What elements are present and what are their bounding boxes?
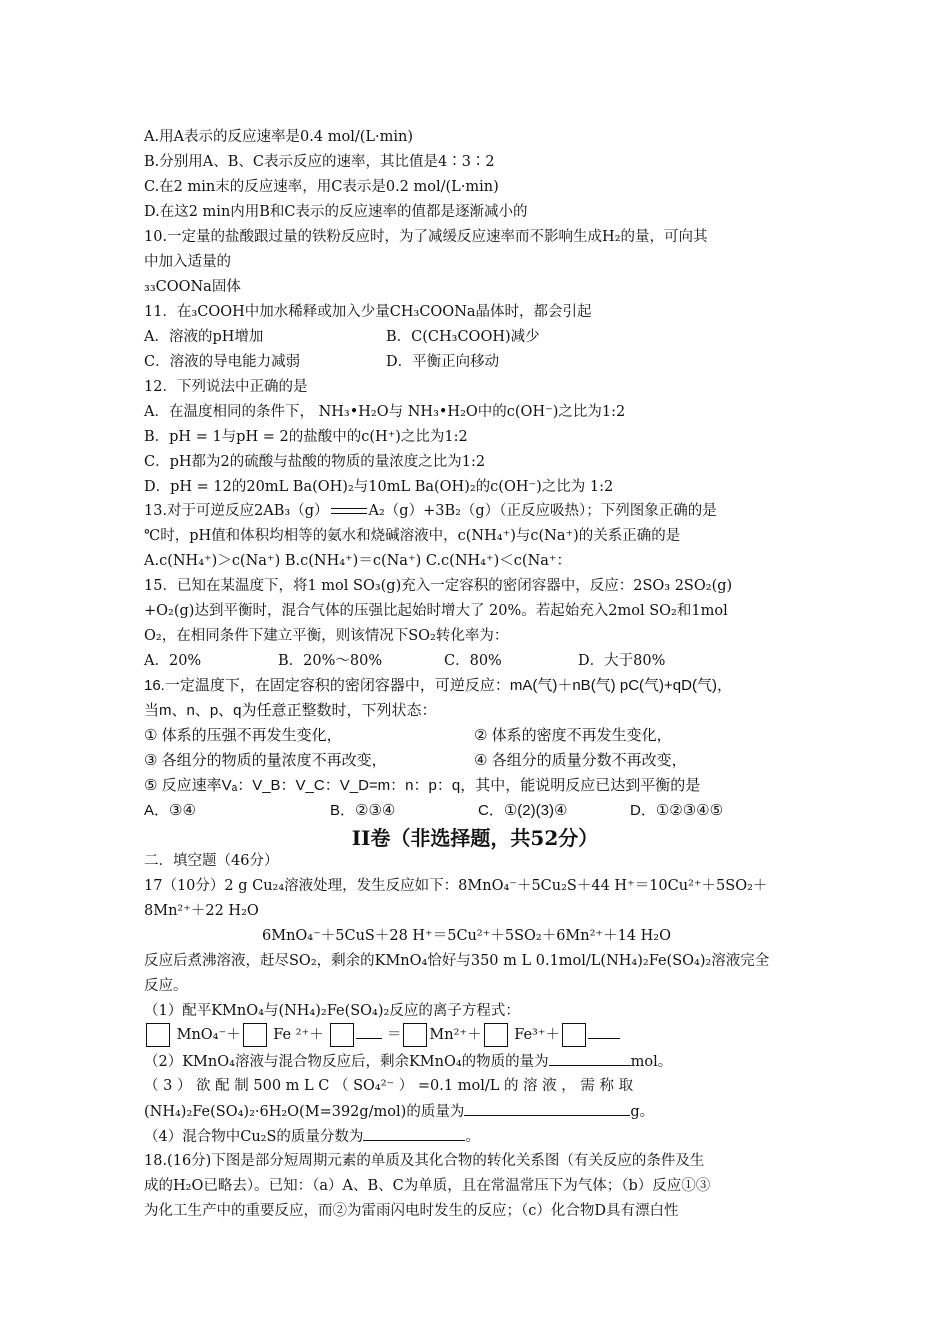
question-16-cont: 当m、n、p、q为任意正整数时，下列状态： [144, 702, 437, 719]
eq-fe3: Fe³⁺＋ [514, 1027, 561, 1043]
q17-part-1: （1）配平KMnO₄与(NH₄)₂Fe(SO₄)₂反应的离子方程式： [144, 1003, 520, 1019]
q17-part-4 [144, 1126, 480, 1147]
equilibrium-arrow-icon [329, 504, 369, 518]
q16-state-2: ② 体系的密度不再发生变化， [474, 727, 672, 744]
question-18: 18.(16分)下图是部分短周期元素的单质及其化合物的转化关系图（有关反应的条件及生 [144, 1153, 705, 1169]
answer-blank [464, 1101, 630, 1116]
q16-state-4: ④ 各组分的质量分数不再改变， [474, 752, 687, 769]
eq-fe2: Fe ²⁺＋ [273, 1027, 324, 1043]
question-10-cont: 中加入适量的 [144, 254, 231, 270]
answer-blank [549, 1051, 631, 1066]
q16-option-a: A．③④ [144, 802, 196, 819]
option-d-rate: D.在这2 min内用B和C表示的反应速率的值都是逐渐减小的 [144, 204, 528, 220]
q14-options: A.c(NH₄⁺)＞c(Na⁺) B.c(NH₄⁺)＝c(Na⁺) C.c(NH₄⁺)＜c(Na⁺： [144, 553, 572, 569]
option-c-rate: C.在2 min末的反应速率，用C表示是0.2 mol/(L·min) [144, 179, 499, 195]
q11-option-b: B．C(CH₃COOH)减少 [386, 329, 540, 345]
q15-option-d: D．大于80% [578, 653, 666, 669]
coefficient-box [146, 1023, 170, 1047]
q17-part-2 [144, 1051, 672, 1072]
question-13 [144, 501, 717, 521]
q15-option-a: A．20% [144, 653, 202, 669]
q17-part-2-unit: mol。 [630, 1054, 673, 1070]
eq-mn2: Mn²⁺＋ [429, 1027, 482, 1043]
q13-rhs: A₂（g）+3B₂（g）（正反应吸热）；下列图象正确的是 [368, 503, 717, 519]
option-a-rate: A.用A表示的反应速率是0.4 mol/(L·min) [144, 129, 413, 145]
question-16: 16.一定温度下，在固定容积的密闭容器中，可逆反应：mA(气)＋nB(气) pC(气)+qD(气)， [144, 677, 732, 694]
q16-option-b: B．②③④ [330, 802, 396, 819]
question-18-cont: 成的H₂O已略去）。已知：（a）A、B、C为单质，且在常温常压下为气体；（b）反应①③ [144, 1178, 711, 1194]
q15-option-c: C．80% [444, 653, 502, 669]
answer-blank [363, 1126, 465, 1141]
question-12: 12．下列说法中正确的是 [144, 379, 308, 395]
q17-part-3: （ 3 ） 欲 配 制 500 m L C （ SO₄²⁻ ） =0.1 mol/L 的 溶 液 ， 需 称 取 [144, 1078, 634, 1094]
q11-option-d: D．平衡正向移动 [386, 354, 500, 370]
q17-part-3-cont [144, 1101, 654, 1122]
q17-part-3-unit: g。 [630, 1104, 655, 1120]
answer-blank [356, 1024, 382, 1039]
eq-mno4: MnO₄⁻＋ [176, 1027, 241, 1043]
coefficient-box [330, 1023, 354, 1047]
question-17-eq2: 6MnO₄⁻＋5CuS＋28 H⁺＝5Cu²⁺＋5SO₂＋6Mn²⁺＋14 H₂O [262, 928, 671, 944]
q12-option-b: B．pH = 1与pH = 2的盐酸中的c(H⁺)之比为1:2 [144, 429, 468, 445]
option-b-rate: B.分别用A、B、C表示反应的速率，其比值是4∶3∶2 [144, 154, 495, 170]
eq-equals: ＝ [386, 1027, 402, 1043]
q11-option-a: A．溶液的pH增加 [144, 329, 264, 345]
question-17-text2: 反应。 [144, 978, 188, 994]
question-10: 10.一定量的盐酸跟过量的铁粉反应时，为了减缓反应速率而不影响生成H₂的量，可向其 [144, 229, 708, 245]
question-15-cont: +O₂(g)达到平衡时，混合气体的压强比起始时增大了 20%。若起始充入2mol SO₂和1mol [144, 603, 728, 619]
question-18-cont2: 为化工生产中的重要反应，而②为雷雨闪电时发生的反应；（c）化合物D具有漂白性 [144, 1203, 679, 1219]
q16-option-d: D．①②③④⑤ [630, 802, 724, 819]
q13-lhs: 13.对于可逆反应2AB₃（g） [144, 503, 329, 519]
question-17-cont: 8Mn²⁺＋22 H₂O [144, 903, 259, 919]
q12-option-d: D．pH = 12的20mL Ba(OH)₂与10mL Ba(OH)₂的c(OH⁻)之比为 1:2 [144, 479, 614, 495]
section-title: II卷（非选择题，共52分） [351, 826, 599, 850]
q17-balance-equation [144, 1023, 620, 1047]
question-15: 15．已知在某温度下，将1 mol SO₃(g)充入一定容积的密闭容器中，反应：2SO₃ 2SO₂(g) [144, 578, 733, 594]
question-15-cont2: O₂，在相同条件下建立平衡，则该情况下SO₂转化率为： [144, 628, 509, 644]
question-14: ℃时，pH值和体积均相等的氨水和烧碱溶液中，c(NH₄⁺)与c(Na⁺)的关系正确的是 [144, 528, 681, 544]
q16-option-c: C．①(2)(3)④ [478, 802, 568, 819]
q16-state-3: ③ 各组分的物质的量浓度不再改变， [144, 752, 387, 769]
q17-part-3-text: (NH₄)₂Fe(SO₄)₂·6H₂O(M=392g/mol)的质量为 [144, 1104, 465, 1120]
answer-blank [588, 1024, 620, 1039]
question-17-text: 反应后煮沸溶液，赶尽SO₂，剩余的KMnO₄恰好与350 m L 0.1mol/L(NH₄)₂Fe(SO₄)₂溶液完全 [144, 953, 770, 969]
section-2-heading: 二．填空题（46分） [144, 853, 279, 869]
question-17: 17（10分）2 g Cu₂₄溶液处理，发生反应如下：8MnO₄⁻＋5Cu₂S＋44 H⁺＝10Cu²⁺＋5SO₂＋ [144, 878, 768, 894]
q15-option-b: B．20%～80% [278, 653, 383, 669]
q17-part-4-text: （4）混合物中Cu₂S的质量分数为 [144, 1129, 364, 1145]
q16-state-1: ① 体系的压强不再发生变化， [144, 727, 342, 744]
q17-part-2-text: （2）KMnO₄溶液与混合物反应后，剩余KMnO₄的物质的量为 [144, 1054, 549, 1070]
coefficient-box [403, 1023, 427, 1047]
coefficient-box [484, 1023, 508, 1047]
q12-option-c: C．pH都为2的硫酸与盐酸的物质的量浓度之比为1:2 [144, 454, 486, 470]
coefficient-box [562, 1023, 586, 1047]
q17-part-4-end: 。 [465, 1129, 480, 1145]
q16-state-5: ⑤ 反应速率Vₐ：V_B：V_C：V_D=m：n：p：q，其中，能说明反应已达到平衡的是 [144, 777, 701, 794]
q11-option-c: C．溶液的导电能力减弱 [144, 354, 301, 370]
coefficient-box [243, 1023, 267, 1047]
q12-option-a: A．在温度相同的条件下， NH₃•H₂O与 NH₃•H₂O中的c(OH⁻)之比为1:2 [144, 404, 626, 420]
question-11: 11．在₃COOH中加水稀释或加入少量CH₃COONa晶体时，都会引起 [144, 304, 592, 320]
question-10-option: ₃₃COONa固体 [144, 279, 241, 295]
